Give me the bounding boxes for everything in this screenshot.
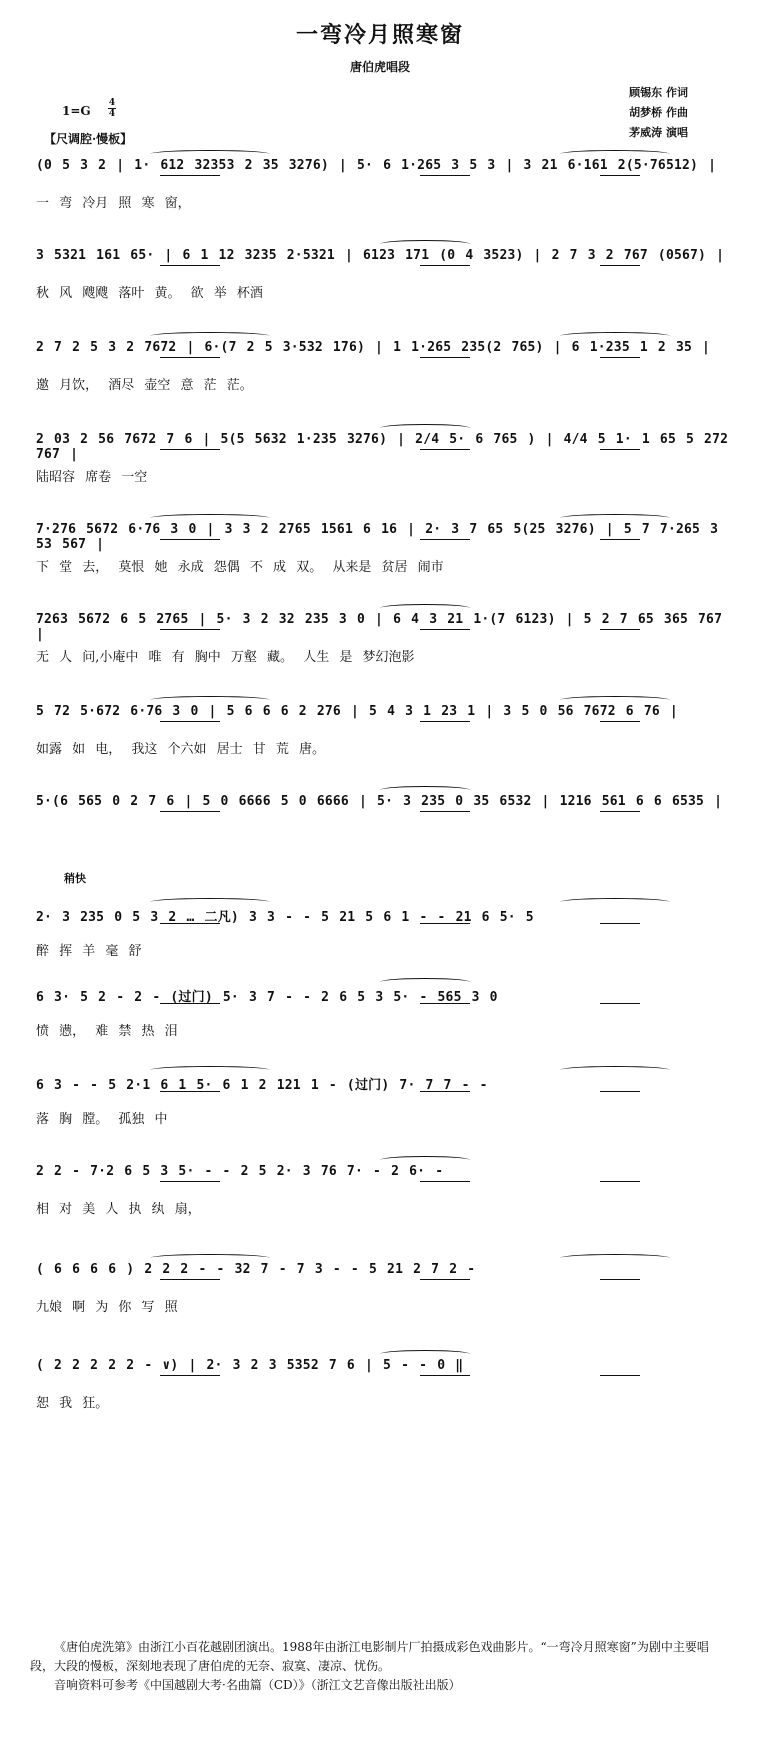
beam-underline (160, 1180, 220, 1182)
beam-underline (600, 356, 640, 358)
beam-underline (600, 538, 640, 540)
beam-underline (600, 174, 640, 176)
beam-underline (160, 1002, 220, 1004)
slur-mark (560, 898, 670, 906)
lyric-line: 相 对 美 人 执 纨 扇， (36, 1202, 201, 1217)
beam-underline (420, 1180, 470, 1182)
slur-mark (560, 1254, 670, 1262)
slur-mark (150, 514, 270, 522)
beam-underline (600, 264, 640, 266)
beam-underline (600, 1278, 640, 1280)
beam-underline (160, 810, 220, 812)
lyric-line: 无 人 问,小庵中 唯 有 胸中 万壑 藏。 人生 是 梦幻泡影 (36, 650, 415, 665)
beam-underline (600, 1374, 640, 1376)
beam-underline (160, 1090, 220, 1092)
lyric-line: 邀 月饮， 酒尽 壶空 意 茫 茫。 (36, 378, 253, 393)
notation-line: ( 2 2 2 2 2 - ∨) | 2· 3 2 3 5352 7 6 | 5 - - 0 ‖ (36, 1358, 464, 1373)
notation-line: 6 3· 5 2 - 2 - (过门) 5· 3 7 - - 2 6 5 3 5· - 565 3 0 (36, 990, 498, 1005)
notation-line: 2 2 - 7·2 6 5 3 5· - - 2 5 2· 3 76 7· - 2 6· - (36, 1164, 444, 1179)
slur-mark (380, 240, 470, 248)
slur-mark (380, 604, 470, 612)
beam-underline (160, 720, 220, 722)
beam-underline (420, 1374, 470, 1376)
lyric-line: 下 堂 去， 莫恨 她 永成 怨偶 不 成 双。 从来是 贫居 闹市 (36, 560, 444, 575)
notation-line: 2 03 2 56 7672 7 6 | 5(5 5632 1·235 3276) | 2/4 5· 6 765 ) | 4/4 5 1· 1 65 5 272 767 | (36, 432, 729, 462)
credit-singer: 茅威涛 演唱 (629, 126, 688, 139)
beam-underline (420, 1278, 470, 1280)
beam-underline (600, 1180, 640, 1182)
beam-underline (420, 448, 470, 450)
notation-line: 6 3 - - 5 2·1 6 1 5· 6 1 2 121 1 - (过门) 7· 7 7 - - (36, 1078, 488, 1093)
lyric-line: 陆昭容 席卷 一空 (36, 470, 148, 485)
slur-mark (150, 332, 270, 340)
beam-underline (160, 356, 220, 358)
notation-line: 3 5321 161 65· | 6 1 12 3235 2·5321 | 6123 171 (0 4 3523) | 2 7 3 2 767 (0567) | (36, 248, 725, 263)
beam-underline (160, 538, 220, 540)
slur-mark (380, 424, 470, 432)
score-system (0, 1262, 760, 1362)
beam-underline (600, 810, 640, 812)
style-mark: 【尺调腔·慢板】 (44, 132, 133, 146)
slur-mark (560, 514, 670, 522)
notation-line: 5·(6 565 0 2 7 6 | 5 0 6666 5 0 6666 | 5· 3 235 0 35 6532 | 1216 561 6 6 6535 | (36, 794, 723, 809)
beam-underline (420, 538, 470, 540)
lyric-line: 如露 如 电， 我这 个六如 居士 甘 荒 唐。 (36, 742, 326, 757)
slur-mark (560, 696, 670, 704)
lyric-line: 落 胸 膛。 孤独 中 (36, 1112, 168, 1127)
slur-mark (380, 1156, 470, 1164)
beam-underline (420, 174, 470, 176)
lyric-line: 愤 懑， 难 禁 热 泪 (36, 1024, 178, 1039)
beam-underline (600, 448, 640, 450)
footer-line-2: 音响资料可参考《中国越剧大考·名曲篇（CD）》（浙江文艺音像出版社出版） (54, 1678, 461, 1692)
lyric-line: 秋 风 飕飕 落叶 黄。 欲 举 杯酒 (36, 286, 263, 301)
lyric-line: 一 弯 冷月 照 寒 窗， (36, 196, 191, 211)
notation-line: (0 5 3 2 | 1· 612 32353 2 35 3276) | 5· 6 1·265 3 5 3 | 3 21 6·161 2(5·76512) | (36, 158, 717, 173)
beam-underline (160, 628, 220, 630)
score-system (0, 1358, 760, 1458)
slur-mark (560, 150, 670, 158)
beam-underline (420, 356, 470, 358)
beam-underline (600, 1002, 640, 1004)
beam-underline (160, 448, 220, 450)
slur-mark (150, 898, 270, 906)
beam-underline (420, 810, 470, 812)
slur-mark (560, 332, 670, 340)
time-signature (108, 98, 116, 119)
beam-underline (600, 720, 640, 722)
slur-mark (560, 1066, 670, 1074)
beam-underline (420, 264, 470, 266)
beam-underline (420, 628, 470, 630)
beam-underline (160, 1374, 220, 1376)
credit-lyricist: 顾锡东 作词 (629, 86, 688, 99)
meter-bottom: 4 (108, 109, 116, 119)
slur-mark (150, 1254, 270, 1262)
slur-mark (150, 150, 270, 158)
slur-mark (150, 1066, 270, 1074)
meter-top: 4 (108, 98, 116, 108)
page-title: 一弯冷月照寒窗 (295, 22, 464, 48)
page-subtitle: 唐伯虎唱段 (349, 60, 410, 74)
lyric-line: 恕 我 狂。 (36, 1396, 109, 1411)
notation-line: ( 6 6 6 6 ) 2 2 2 - - 32 7 - 7 3 - - 5 21 2 7 2 - (36, 1262, 476, 1277)
footer-line-1: 《唐伯虎洗第》由浙江小百花越剧团演出。1988年由浙江电影制片厂拍摄成彩色戏曲影片。“一弯冷月照寒窗”为剧中主要唱段，大段的慢板，深刻地表现了唐伯虎的无奈、寂寞、凄凉、忧伤。 (30, 1640, 709, 1673)
slur-mark (380, 1350, 470, 1358)
beam-underline (600, 922, 640, 924)
beam-underline (420, 720, 470, 722)
score-system (0, 1164, 760, 1264)
tempo-mark: 稍快 (64, 872, 86, 885)
beam-underline (160, 264, 220, 266)
slur-mark (380, 978, 470, 986)
beam-underline (420, 1090, 470, 1092)
score-system (0, 340, 760, 440)
beam-underline (160, 174, 220, 176)
beam-underline (420, 1002, 470, 1004)
footer-notes (30, 1638, 730, 1695)
notation-line: 2· 3 235 0 5 3 2 … 二凡) 3 3 - - 5 21 5 6 1 - - 21 6 5· 5 (36, 910, 534, 925)
notation-line: 2 7 2 5 3 2 7672 | 6·(7 2 5 3·532 176) | 1 1·265 235(2 765) | 6 1·235 1 2 35 | (36, 340, 711, 355)
lyric-line: 醉 挥 羊 毫 舒 (36, 944, 142, 959)
beam-underline (420, 922, 470, 924)
beam-underline (160, 1278, 220, 1280)
beam-underline (600, 1090, 640, 1092)
beam-underline (600, 628, 640, 630)
score-system (0, 794, 760, 894)
notation-line: 7·276 5672 6·76 3 0 | 3 3 2 2765 1561 6 16 | 2· 3 7 65 5(25 3276) | 5 7 7·265 3 53 567 | (36, 522, 719, 552)
slur-mark (380, 786, 470, 794)
notation-line: 7263 5672 6 5 2765 | 5· 3 2 32 235 3 0 | 6 4 3 21 1·(7 6123) | 5 2 7 65 365 767 | (36, 612, 723, 642)
beam-underline (160, 922, 220, 924)
credit-composer: 胡梦桥 作曲 (629, 106, 688, 119)
key-signature: 1=G (62, 104, 91, 118)
slur-mark (150, 696, 270, 704)
notation-line: 5 72 5·672 6·76 3 0 | 5 6 6 6 2 276 | 5 4 3 1 23 1 | 3 5 0 56 7672 6 76 | (36, 704, 678, 719)
lyric-line: 九娘 啊 为 你 写 照 (36, 1300, 178, 1315)
